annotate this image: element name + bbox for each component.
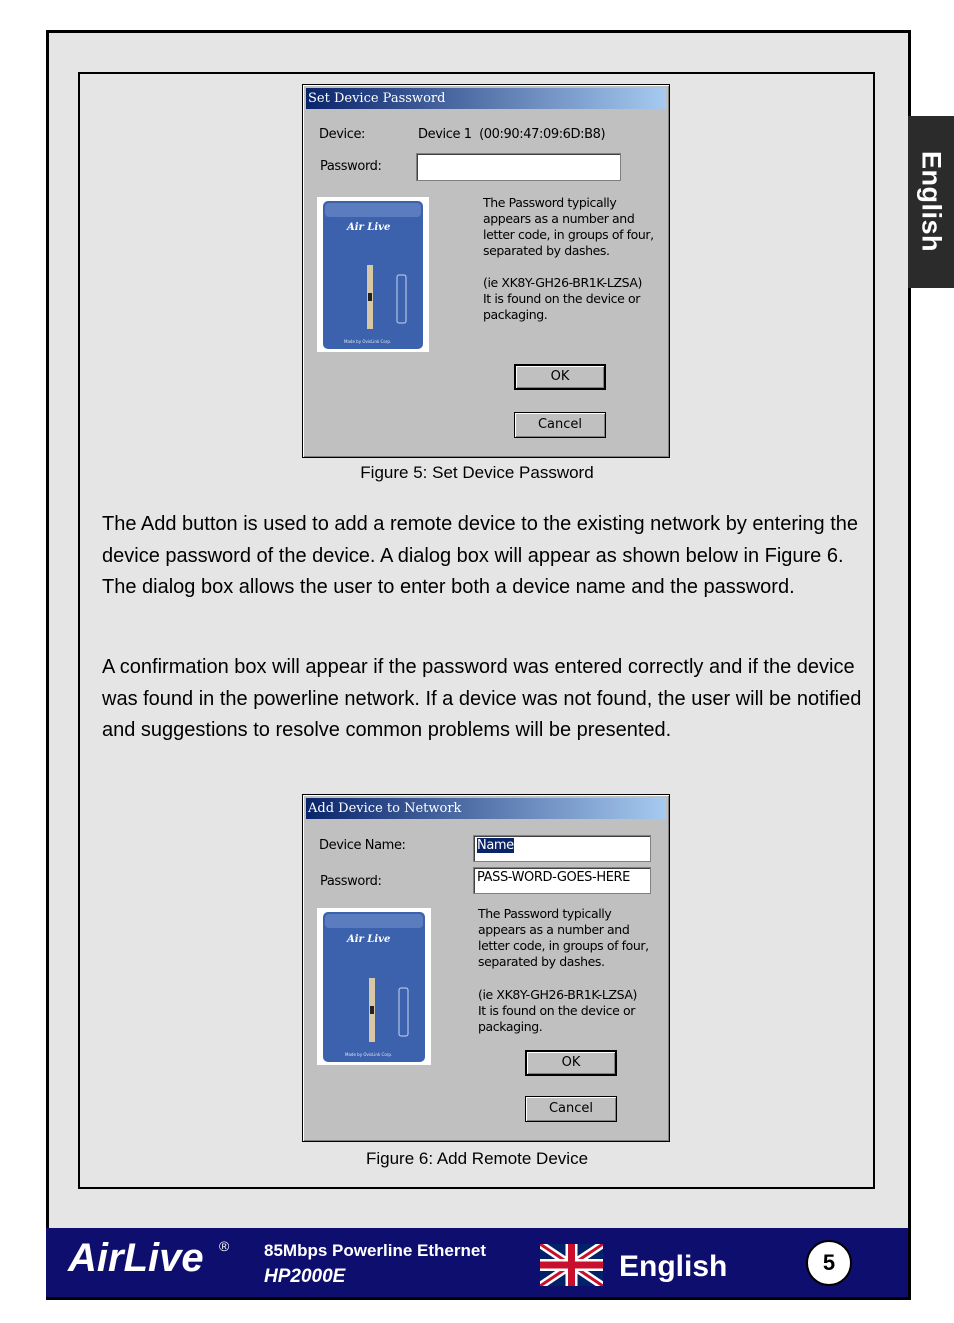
page-footer bbox=[46, 1228, 908, 1297]
model-name: HP2000E bbox=[264, 1266, 346, 1287]
dialog-title: Add Device to Network bbox=[306, 798, 666, 819]
device-image bbox=[317, 197, 429, 352]
footer-language: English bbox=[619, 1250, 728, 1283]
device-name-label: Device Name: bbox=[319, 838, 406, 853]
password-hint: The Password typically appears as a number and letter code, in groups of four, separated by dashes. bbox=[478, 906, 649, 969]
password-example: (ie XK8Y-GH26-BR1K-LZSA) It is found on the device or packaging. bbox=[483, 275, 643, 322]
password-example: (ie XK8Y-GH26-BR1K-LZSA) It is found on the device or packaging. bbox=[478, 987, 638, 1034]
password-field[interactable] bbox=[416, 153, 621, 181]
uk-flag-icon bbox=[540, 1244, 603, 1286]
figure-6-caption: Figure 6: Add Remote Device bbox=[365, 1149, 589, 1168]
language-side-tab bbox=[908, 116, 954, 288]
password-field[interactable]: PASS-WORD-GOES-HERE bbox=[473, 867, 651, 894]
device-logo-text: Air Live bbox=[347, 934, 391, 945]
device-bottom-text: Made by OvisLink Corp. bbox=[344, 339, 392, 344]
ok-button[interactable]: OK bbox=[514, 364, 606, 390]
brand-logo: AirLive bbox=[68, 1236, 204, 1280]
device-value: Device 1 (00:90:47:09:6D:B8) bbox=[418, 127, 606, 142]
password-label: Password: bbox=[320, 874, 382, 889]
page-number: 5 bbox=[806, 1240, 852, 1286]
device-label: Device: bbox=[319, 127, 366, 142]
device-name-field[interactable] bbox=[473, 835, 651, 862]
password-hint: The Password typically appears as a number and letter code, in groups of four, separated by dashes. bbox=[483, 195, 654, 258]
body-paragraph-1: The Add button is used to add a remote device to the existing network by entering the device password of the device. A dialog box will appear as shown below in Figure 6. The dialog box allows the user to enter both a device name and the password. bbox=[102, 513, 859, 599]
product-line: 85Mbps Powerline Ethernet bbox=[264, 1241, 486, 1260]
set-device-password-dialog bbox=[302, 84, 670, 458]
figure-5-caption: Figure 5: Set Device Password bbox=[360, 463, 594, 482]
device-name-value: Name bbox=[477, 838, 514, 853]
ok-button[interactable]: OK bbox=[525, 1050, 617, 1076]
body-paragraph-2: A confirmation box will appear if the password was entered correctly and if the device was found in the powerline network. If a device was not found, the user will be notified and suggestions to resolve common problems will be presented. bbox=[102, 656, 862, 742]
registered-mark: ® bbox=[219, 1238, 230, 1254]
device-logo-text: Air Live bbox=[347, 222, 391, 233]
add-device-dialog bbox=[302, 794, 670, 1142]
cancel-button[interactable]: Cancel bbox=[525, 1096, 617, 1122]
device-image bbox=[317, 908, 431, 1065]
dialog-title: Set Device Password bbox=[306, 88, 666, 109]
password-label: Password: bbox=[320, 159, 382, 174]
cancel-button[interactable]: Cancel bbox=[514, 412, 606, 438]
side-tab-label: English bbox=[916, 151, 947, 253]
device-bottom-text: Made by OvisLink Corp. bbox=[345, 1052, 393, 1057]
